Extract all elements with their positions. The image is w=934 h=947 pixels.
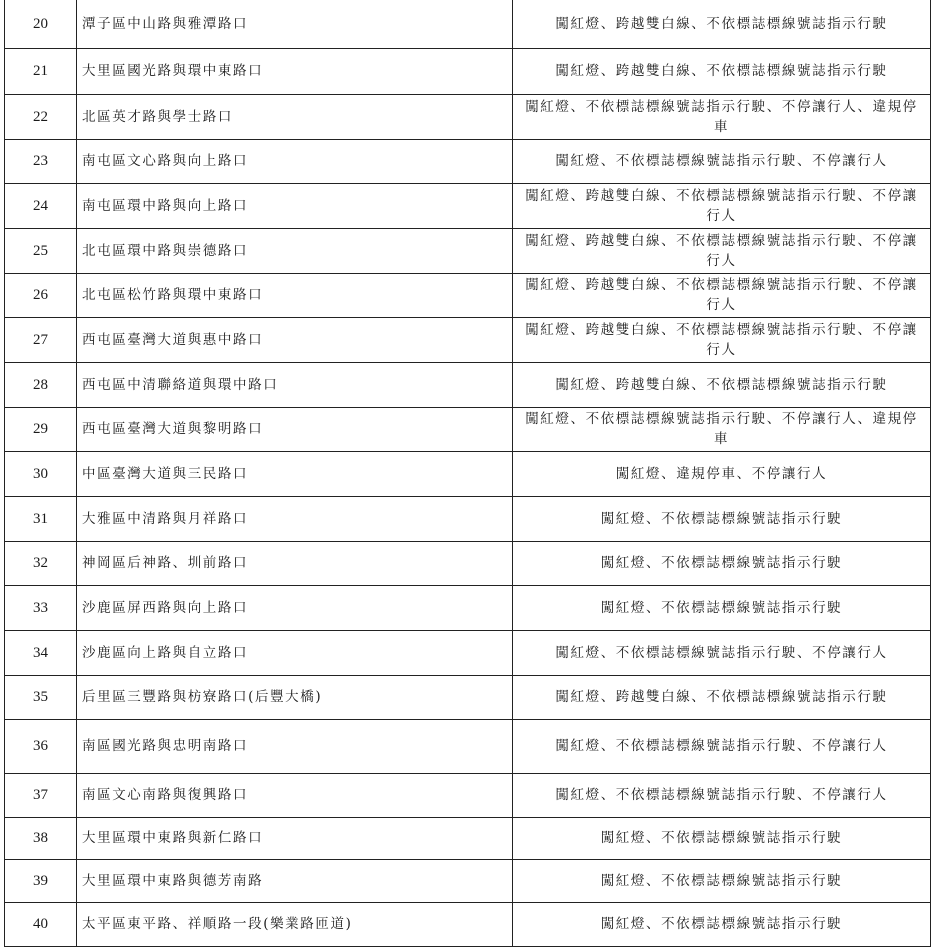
row-number: 26 [5, 273, 77, 317]
table-row [5, 859, 931, 902]
intersection-location: 沙鹿區向上路與自立路口 [77, 630, 513, 675]
row-number: 32 [5, 541, 77, 585]
table-row [5, 407, 931, 451]
row-number: 36 [5, 719, 77, 773]
intersection-location: 太平區東平路、祥順路一段(樂業路匝道) [77, 902, 513, 946]
intersection-location: 南區文心南路與復興路口 [77, 773, 513, 817]
violation-types: 闖紅燈、不依標誌標線號誌指示行駛 [513, 817, 931, 859]
violation-types: 闖紅燈、不依標誌標線號誌指示行駛、不停讓行人 [513, 630, 931, 675]
violation-types: 闖紅燈、跨越雙白線、不依標誌標線號誌指示行駛 [513, 48, 931, 94]
row-number: 35 [5, 675, 77, 719]
table-row [5, 719, 931, 773]
violation-types: 闖紅燈、違規停車、不停讓行人 [513, 451, 931, 496]
intersection-location: 南屯區文心路與向上路口 [77, 139, 513, 183]
row-number: 22 [5, 94, 77, 139]
violation-types: 闖紅燈、跨越雙白線、不依標誌標線號誌指示行駛、不停讓行人 [513, 273, 931, 317]
intersection-location: 南屯區環中路與向上路口 [77, 183, 513, 228]
table-row [5, 630, 931, 675]
violation-types: 闖紅燈、不依標誌標線號誌指示行駛、不停讓行人 [513, 773, 931, 817]
row-number: 21 [5, 48, 77, 94]
violation-types: 闖紅燈、跨越雙白線、不依標誌標線號誌指示行駛、不停讓行人 [513, 183, 931, 228]
intersection-location: 沙鹿區屏西路與向上路口 [77, 585, 513, 630]
violation-types: 闖紅燈、跨越雙白線、不依標誌標線號誌指示行駛 [513, 675, 931, 719]
violation-types: 闖紅燈、跨越雙白線、不依標誌標線號誌指示行駛 [513, 0, 931, 48]
table-row [5, 0, 931, 48]
table-row [5, 139, 931, 183]
row-number: 23 [5, 139, 77, 183]
table-row [5, 48, 931, 94]
intersection-location: 北屯區環中路與崇德路口 [77, 228, 513, 273]
row-number: 37 [5, 773, 77, 817]
violation-types: 闖紅燈、跨越雙白線、不依標誌標線號誌指示行駛、不停讓行人 [513, 228, 931, 273]
intersection-location: 北屯區松竹路與環中東路口 [77, 273, 513, 317]
table-row [5, 585, 931, 630]
intersection-location: 大里區環中東路與德芳南路 [77, 859, 513, 902]
violation-types: 闖紅燈、不依標誌標線號誌指示行駛、不停讓行人 [513, 139, 931, 183]
table-row [5, 317, 931, 362]
intersection-location: 北區英才路與學士路口 [77, 94, 513, 139]
table-body [5, 0, 931, 946]
table-row [5, 541, 931, 585]
intersection-violation-table [4, 0, 931, 947]
table-row [5, 675, 931, 719]
table-row [5, 817, 931, 859]
row-number: 20 [5, 0, 77, 48]
intersection-location: 大里區國光路與環中東路口 [77, 48, 513, 94]
violation-types: 闖紅燈、跨越雙白線、不依標誌標線號誌指示行駛、不停讓行人 [513, 317, 931, 362]
intersection-location: 神岡區后神路、圳前路口 [77, 541, 513, 585]
row-number: 33 [5, 585, 77, 630]
intersection-location: 大雅區中清路與月祥路口 [77, 496, 513, 541]
violation-types: 闖紅燈、不依標誌標線號誌指示行駛 [513, 585, 931, 630]
table-row [5, 362, 931, 407]
intersection-location: 潭子區中山路與雅潭路口 [77, 0, 513, 48]
intersection-location: 中區臺灣大道與三民路口 [77, 451, 513, 496]
violation-types: 闖紅燈、跨越雙白線、不依標誌標線號誌指示行駛 [513, 362, 931, 407]
row-number: 24 [5, 183, 77, 228]
row-number: 30 [5, 451, 77, 496]
intersection-location: 西屯區中清聯絡道與環中路口 [77, 362, 513, 407]
table-row [5, 451, 931, 496]
row-number: 39 [5, 859, 77, 902]
table-row [5, 902, 931, 946]
row-number: 38 [5, 817, 77, 859]
intersection-location: 西屯區臺灣大道與惠中路口 [77, 317, 513, 362]
table-row [5, 273, 931, 317]
table-row [5, 94, 931, 139]
row-number: 28 [5, 362, 77, 407]
intersection-location: 南區國光路與忠明南路口 [77, 719, 513, 773]
violation-types: 闖紅燈、不依標誌標線號誌指示行駛 [513, 541, 931, 585]
row-number: 27 [5, 317, 77, 362]
table-row [5, 773, 931, 817]
row-number: 31 [5, 496, 77, 541]
row-number: 40 [5, 902, 77, 946]
violation-types: 闖紅燈、不依標誌標線號誌指示行駛、不停讓行人、違規停車 [513, 94, 931, 139]
intersection-table-container [4, 0, 930, 942]
violation-types: 闖紅燈、不依標誌標線號誌指示行駛、不停讓行人、違規停車 [513, 407, 931, 451]
row-number: 25 [5, 228, 77, 273]
violation-types: 闖紅燈、不依標誌標線號誌指示行駛 [513, 496, 931, 541]
table-row [5, 496, 931, 541]
row-number: 34 [5, 630, 77, 675]
violation-types: 闖紅燈、不依標誌標線號誌指示行駛、不停讓行人 [513, 719, 931, 773]
violation-types: 闖紅燈、不依標誌標線號誌指示行駛 [513, 859, 931, 902]
intersection-location: 大里區環中東路與新仁路口 [77, 817, 513, 859]
table-row [5, 228, 931, 273]
violation-types: 闖紅燈、不依標誌標線號誌指示行駛 [513, 902, 931, 946]
row-number: 29 [5, 407, 77, 451]
intersection-location: 西屯區臺灣大道與黎明路口 [77, 407, 513, 451]
intersection-location: 后里區三豐路與枋寮路口(后豐大橋) [77, 675, 513, 719]
table-row [5, 183, 931, 228]
